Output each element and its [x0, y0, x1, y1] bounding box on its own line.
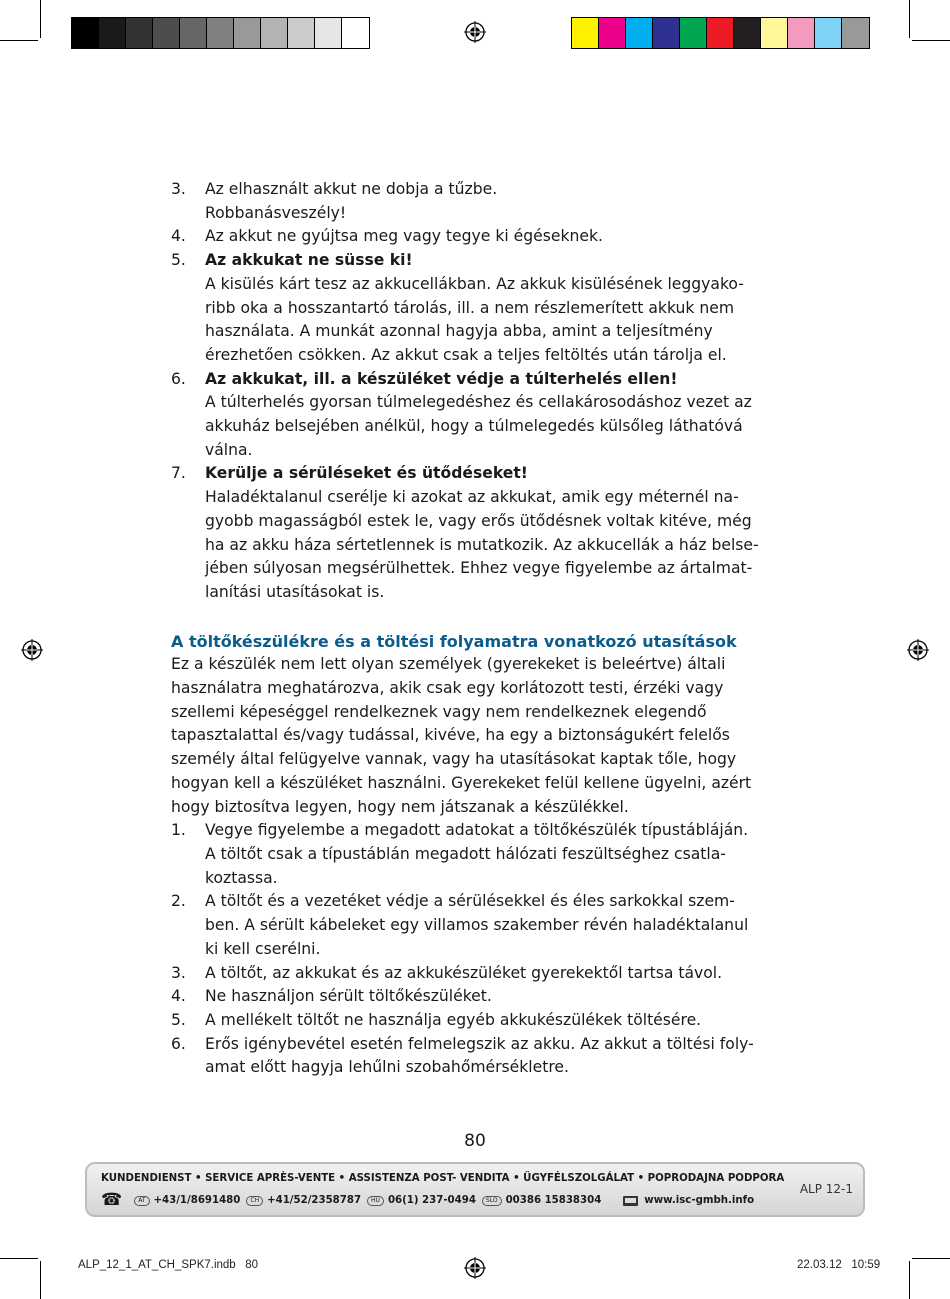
list-item-heading: Az akkukat, ill. a készüléket védje a túlterhelés ellen!: [205, 369, 678, 388]
list-number: 3.: [171, 963, 186, 982]
list-item: [171, 249, 781, 368]
website-link[interactable]: www.isc-gmbh.info: [644, 1195, 755, 1206]
laptop-icon: [623, 1196, 638, 1206]
list-number: 6.: [171, 1034, 186, 1053]
list-item: [171, 462, 781, 604]
crop-mark: [909, 0, 910, 38]
list-item-line: akkuház belsejében anélkül, hogy a túlmelegedés külsőleg láthatóvá: [205, 417, 743, 436]
list-item-line: Az akkut ne gyújtsa meg vagy tegye ki égéseknek.: [205, 227, 603, 246]
grayscale-color-bar: [71, 17, 370, 49]
list-item-line: ki kell cserélni.: [205, 939, 321, 958]
color-swatch: [99, 18, 126, 48]
list-number: 3.: [171, 180, 186, 198]
charger-instructions-list: [171, 819, 781, 1080]
color-swatch: [572, 18, 599, 48]
list-item-line: A kisülés kárt tesz az akkucellákban. Az akkuk kisülésének leggyako-: [205, 274, 744, 293]
list-item-line: lanítási utasításokat is.: [205, 582, 385, 601]
color-swatch: [72, 18, 99, 48]
section-intro: [171, 653, 781, 819]
list-number: 5.: [171, 1010, 186, 1029]
list-item-heading: Kerülje a sérüléseket és ütődéseket!: [205, 464, 528, 483]
color-swatch: [315, 18, 342, 48]
registration-mark-icon: [907, 639, 929, 661]
color-swatch: [815, 18, 842, 48]
page-number: 80: [464, 1131, 486, 1151]
list-item-line: Erős igénybevétel esetén felmelegszik az akku. Az akkut a töltési foly-: [205, 1034, 754, 1053]
intro-line: személy által felügyelve vannak, vagy ha utasításokat kaptak tőle, hogy: [171, 750, 737, 769]
list-item-line: válna.: [205, 440, 253, 459]
color-swatch: [599, 18, 626, 48]
intro-line: tapasztalattal és/vagy tudással, kivéve, ha egy a biztonságukért felelős: [171, 726, 730, 745]
list-item: [171, 890, 781, 961]
color-swatch: [342, 18, 369, 48]
phone-number: +41/52/2358787: [267, 1195, 362, 1206]
list-item: [171, 368, 781, 463]
intro-line: szellemi képeséggel rendelkeznek vagy nem rendelkeznek elegendő: [171, 702, 707, 721]
list-item-line: gyobb magasságból estek le, vagy erős ütődésnek voltak kitéve, még: [205, 511, 752, 530]
list-item-heading: Az akkukat ne süsse ki!: [205, 251, 413, 270]
color-swatch: [761, 18, 788, 48]
color-swatch: [842, 18, 869, 48]
list-item-line: ribb oka a hosszantartó tárolás, ill. a nem részlemerített akkuk nem: [205, 298, 735, 317]
list-item-line: Ne használjon sérült töltőkészüléket.: [205, 987, 492, 1006]
section-heading: A töltőkészülékre és a töltési folyamatra vonatkozó utasítások: [171, 631, 737, 651]
list-item-line: jében súlyosan megsérülhettek. Ehhez vegye figyelembe az ártalmat-: [205, 559, 753, 578]
list-item-line: Robbanásveszély!: [205, 203, 347, 222]
color-swatch: [680, 18, 707, 48]
list-item-line: koztassa.: [205, 868, 278, 887]
list-item-line: ha az akku háza sértetlennek is mutatkozik. Az akkucellák a ház belse-: [205, 535, 759, 554]
crop-mark: [40, 1261, 41, 1299]
process-color-bar: [571, 17, 870, 49]
list-number: 2.: [171, 892, 186, 911]
registration-mark-icon: [21, 639, 43, 661]
list-number: 4.: [171, 227, 186, 246]
list-item: [171, 178, 781, 225]
list-number: 5.: [171, 251, 186, 270]
service-contacts: [101, 1192, 754, 1209]
intro-line: hogy biztosítva legyen, hogy nem játszanak a készülékkel.: [171, 797, 629, 816]
crop-mark: [0, 1258, 38, 1259]
footer-filename: ALP_12_1_AT_CH_SPK7.indb 80: [78, 1259, 259, 1271]
list-item: [171, 1033, 781, 1080]
list-number: 7.: [171, 464, 186, 483]
list-item: [171, 985, 781, 1009]
intro-line: Ez a készülék nem lett olyan személyek (gyerekeket is beleértve) általi: [171, 655, 726, 674]
crop-mark: [0, 40, 38, 41]
list-item-line: Haladéktalanul cserélje ki azokat az akkukat, amik egy méternél na-: [205, 488, 739, 507]
crop-mark: [40, 0, 41, 38]
color-swatch: [288, 18, 315, 48]
battery-safety-list: [171, 178, 781, 605]
list-item: [171, 225, 781, 249]
color-swatch: [207, 18, 234, 48]
registration-mark-icon: [464, 1257, 486, 1279]
intro-line: használatra meghatározva, akik csak egy korlátozott testi, érzéki vagy: [171, 679, 724, 698]
list-item-line: amat előtt hagyja lehűlni szobahőmérsékletre.: [205, 1058, 569, 1077]
list-item-line: ben. A sérült kábeleket egy villamos szakember révén haladéktalanul: [205, 916, 749, 935]
list-item-line: A töltőt és a vezetéket védje a sérülésekkel és éles sarkokkal szem-: [205, 892, 735, 911]
crop-mark: [912, 1258, 950, 1259]
list-number: 6.: [171, 369, 186, 388]
color-swatch: [261, 18, 288, 48]
list-item-line: érezhetően csökken. Az akkut csak a teljes feltöltés után tárolja el.: [205, 345, 727, 364]
country-code-badge: HU: [367, 1196, 384, 1206]
crop-mark: [909, 1261, 910, 1299]
intro-line: hogyan kell a készüléket használni. Gyerekeket felül kellene ügyelni, azért: [171, 773, 752, 792]
color-swatch: [653, 18, 680, 48]
color-swatch: [734, 18, 761, 48]
service-title: KUNDENDIENST • SERVICE APRÈS-VENTE • ASSISTENZA POST- VENDITA • ÜGYFÉLSZOLGÁLAT • POPRODAJNA PODPORA: [101, 1173, 785, 1184]
color-swatch: [788, 18, 815, 48]
list-item: [171, 1009, 781, 1033]
list-item-line: Vegye figyelembe a megadott adatokat a töltőkészülék típustábláján.: [205, 821, 749, 840]
list-number: 4.: [171, 987, 186, 1006]
country-code-badge: CH: [246, 1196, 263, 1206]
color-swatch: [234, 18, 261, 48]
document-body: [171, 178, 781, 1080]
registration-mark-icon: [464, 21, 486, 43]
model-badge: ALP 12-1: [799, 1182, 853, 1196]
color-swatch: [626, 18, 653, 48]
list-item-line: A mellékelt töltőt ne használja egyéb akkukészülékek töltésére.: [205, 1010, 702, 1029]
telephone-icon: ☎: [101, 1190, 123, 1210]
color-swatch: [180, 18, 207, 48]
footer-datetime: 22.03.12 10:59: [797, 1259, 881, 1271]
list-number: 1.: [171, 821, 186, 840]
country-code-badge: AT: [134, 1196, 149, 1206]
list-item: [171, 962, 781, 986]
color-swatch: [707, 18, 734, 48]
crop-mark: [912, 40, 950, 41]
phone-number: 00386 15838304: [505, 1195, 602, 1206]
list-item-line: A töltőt csak a típustáblán megadott hálózati feszültséghez csatla-: [205, 844, 726, 863]
service-bar: [85, 1162, 865, 1217]
phone-number: 06(1) 237-0494: [387, 1195, 476, 1206]
list-item: [171, 819, 781, 890]
list-item-line: A túlterhelés gyorsan túlmelegedéshez és cellakárosodáshoz vezet az: [205, 393, 752, 412]
list-item-line: Az elhasznált akkut ne dobja a tűzbe.: [205, 180, 498, 198]
color-swatch: [126, 18, 153, 48]
phone-number: +43/1/8691480: [153, 1195, 241, 1206]
color-swatch: [153, 18, 180, 48]
list-item-line: A töltőt, az akkukat és az akkukészüléket gyerekektől tartsa távol.: [205, 963, 723, 982]
list-item-line: használata. A munkát azonnal hagyja abba, amint a teljesítmény: [205, 322, 713, 341]
country-code-badge: SLO: [482, 1196, 502, 1206]
